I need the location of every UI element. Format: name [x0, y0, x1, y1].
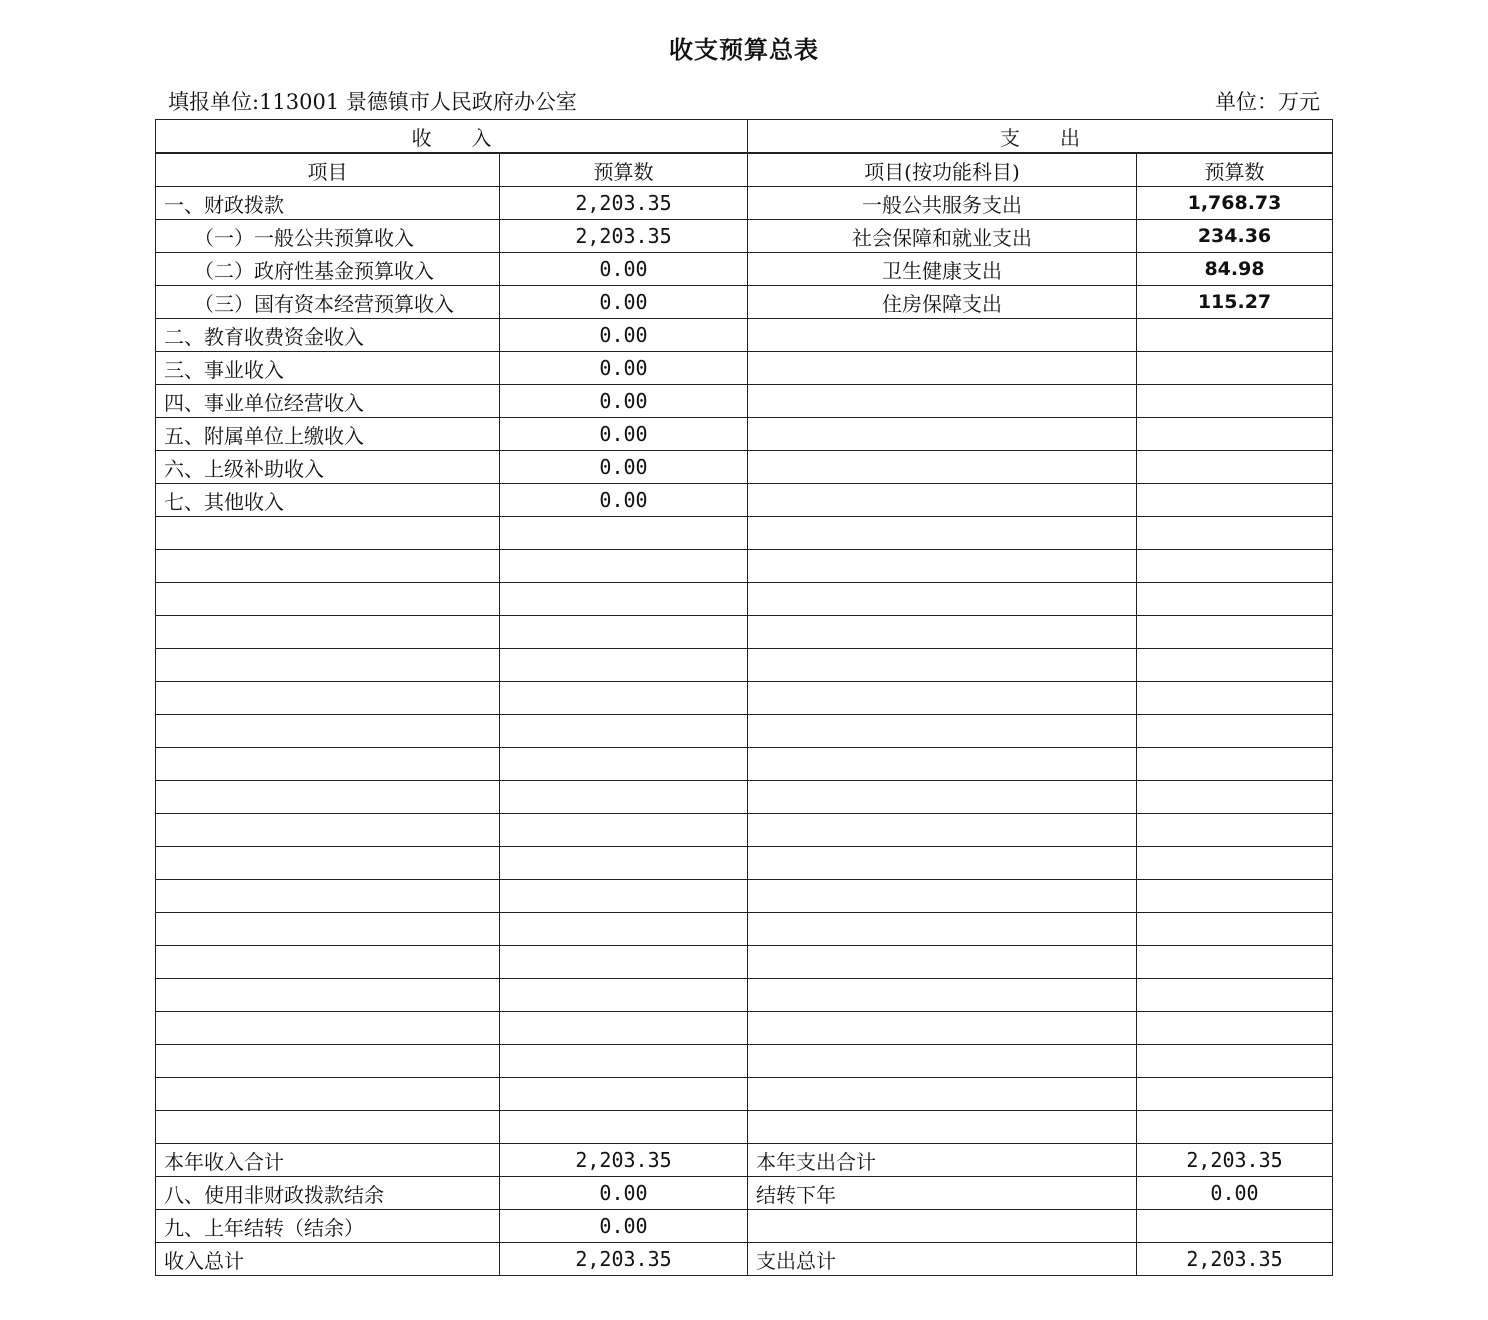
empty-cell — [1137, 1012, 1333, 1045]
income-amount-cell: 0.00 — [500, 484, 748, 517]
table-row — [156, 253, 1333, 286]
empty-cell — [500, 715, 748, 748]
empty-cell — [500, 913, 748, 946]
empty-row — [156, 517, 1333, 550]
expense-amount-cell — [1137, 418, 1333, 451]
empty-row — [156, 748, 1333, 781]
total-expense-amount-cell: 0.00 — [1137, 1177, 1333, 1210]
empty-cell — [156, 814, 500, 847]
empty-cell — [748, 781, 1137, 814]
empty-row — [156, 1045, 1333, 1078]
table-row — [156, 484, 1333, 517]
empty-cell — [156, 1078, 500, 1111]
empty-cell — [156, 550, 500, 583]
income-section-header: 收 入 — [156, 120, 748, 154]
total-income-amount-cell: 2,203.35 — [500, 1144, 748, 1177]
income-item-cell: 五、附属单位上缴收入 — [156, 418, 500, 451]
empty-cell — [500, 781, 748, 814]
table-row — [156, 352, 1333, 385]
table-row — [156, 319, 1333, 352]
empty-cell — [1137, 748, 1333, 781]
empty-row — [156, 649, 1333, 682]
income-item-cell: （一）一般公共预算收入 — [156, 220, 500, 253]
total-expense-item-cell: 结转下年 — [748, 1177, 1137, 1210]
table-row — [156, 385, 1333, 418]
expense-amount-cell — [1137, 385, 1333, 418]
expense-item-cell — [748, 385, 1137, 418]
total-income-item-cell: 八、使用非财政拨款结余 — [156, 1177, 500, 1210]
income-item-cell: 七、其他收入 — [156, 484, 500, 517]
expense-item-cell: 社会保障和就业支出 — [748, 220, 1137, 253]
empty-cell — [1137, 946, 1333, 979]
empty-cell — [748, 616, 1137, 649]
empty-cell — [156, 979, 500, 1012]
income-item-cell: （三）国有资本经营预算收入 — [156, 286, 500, 319]
empty-row — [156, 847, 1333, 880]
empty-cell — [500, 946, 748, 979]
currency-unit: 单位：万元 — [1215, 90, 1320, 114]
reporting-unit: 填报单位:113001 景德镇市人民政府办公室 — [168, 90, 577, 114]
total-expense-item-cell: 本年支出合计 — [748, 1144, 1137, 1177]
total-income-amount-cell: 0.00 — [500, 1210, 748, 1243]
expense-amount-header: 预算数 — [1137, 153, 1333, 187]
total-income-item-cell: 本年收入合计 — [156, 1144, 500, 1177]
total-expense-item-cell — [748, 1210, 1137, 1243]
empty-cell — [1137, 715, 1333, 748]
empty-cell — [748, 913, 1137, 946]
income-amount-cell: 0.00 — [500, 352, 748, 385]
expense-section-header: 支 出 — [748, 120, 1333, 154]
empty-cell — [500, 1045, 748, 1078]
empty-cell — [748, 946, 1137, 979]
income-item-cell: 一、财政拨款 — [156, 187, 500, 220]
expense-item-cell — [748, 418, 1137, 451]
expense-item-cell — [748, 319, 1137, 352]
expense-amount-cell: 1,768.73 — [1137, 187, 1333, 220]
empty-cell — [748, 1012, 1137, 1045]
empty-cell — [156, 880, 500, 913]
empty-cell — [748, 814, 1137, 847]
empty-cell — [1137, 814, 1333, 847]
table-row — [156, 220, 1333, 253]
empty-cell — [1137, 880, 1333, 913]
total-income-amount-cell: 2,203.35 — [500, 1243, 748, 1276]
empty-cell — [156, 517, 500, 550]
empty-cell — [156, 715, 500, 748]
budget-table — [155, 119, 1333, 1276]
empty-cell — [500, 1012, 748, 1045]
empty-cell — [500, 550, 748, 583]
empty-cell — [748, 748, 1137, 781]
table-row — [156, 187, 1333, 220]
total-expense-item-cell: 支出总计 — [748, 1243, 1137, 1276]
income-amount-cell: 0.00 — [500, 253, 748, 286]
expense-amount-cell: 234.36 — [1137, 220, 1333, 253]
expense-amount-cell: 84.98 — [1137, 253, 1333, 286]
empty-row — [156, 682, 1333, 715]
empty-row — [156, 979, 1333, 1012]
table-row — [156, 286, 1333, 319]
expense-amount-cell: 115.27 — [1137, 286, 1333, 319]
empty-cell — [1137, 1078, 1333, 1111]
empty-cell — [156, 616, 500, 649]
expense-item-cell: 住房保障支出 — [748, 286, 1137, 319]
income-amount-cell: 0.00 — [500, 286, 748, 319]
empty-cell — [1137, 847, 1333, 880]
income-amount-cell: 0.00 — [500, 385, 748, 418]
empty-cell — [500, 682, 748, 715]
empty-cell — [156, 1111, 500, 1144]
empty-cell — [748, 1045, 1137, 1078]
expense-item-header: 项目(按功能科目) — [748, 153, 1137, 187]
empty-cell — [1137, 781, 1333, 814]
income-item-cell: 六、上级补助收入 — [156, 451, 500, 484]
empty-cell — [1137, 913, 1333, 946]
empty-cell — [1137, 682, 1333, 715]
expense-item-cell: 卫生健康支出 — [748, 253, 1137, 286]
empty-cell — [748, 649, 1137, 682]
income-item-cell: 二、教育收费资金收入 — [156, 319, 500, 352]
empty-cell — [1137, 616, 1333, 649]
empty-row — [156, 550, 1333, 583]
expense-amount-cell — [1137, 319, 1333, 352]
income-amount-cell: 2,203.35 — [500, 187, 748, 220]
empty-cell — [500, 880, 748, 913]
empty-cell — [748, 715, 1137, 748]
empty-cell — [500, 847, 748, 880]
empty-row — [156, 1111, 1333, 1144]
expense-amount-cell — [1137, 484, 1333, 517]
total-expense-amount-cell — [1137, 1210, 1333, 1243]
header-row-columns — [156, 153, 1333, 187]
empty-row — [156, 616, 1333, 649]
empty-cell — [500, 616, 748, 649]
empty-cell — [500, 1078, 748, 1111]
page-title: 收支预算总表 — [669, 36, 819, 64]
empty-cell — [1137, 1045, 1333, 1078]
empty-cell — [500, 583, 748, 616]
total-expense-amount-cell: 2,203.35 — [1137, 1243, 1333, 1276]
empty-cell — [1137, 517, 1333, 550]
empty-cell — [500, 748, 748, 781]
empty-cell — [156, 649, 500, 682]
income-item-cell: （二）政府性基金预算收入 — [156, 253, 500, 286]
income-amount-header: 预算数 — [500, 153, 748, 187]
table-row — [156, 418, 1333, 451]
empty-cell — [748, 517, 1137, 550]
empty-cell — [156, 913, 500, 946]
empty-cell — [156, 583, 500, 616]
empty-cell — [156, 682, 500, 715]
income-item-cell: 四、事业单位经营收入 — [156, 385, 500, 418]
expense-item-cell — [748, 451, 1137, 484]
empty-cell — [156, 781, 500, 814]
empty-cell — [1137, 1111, 1333, 1144]
empty-cell — [156, 1045, 500, 1078]
empty-row — [156, 1078, 1333, 1111]
income-amount-cell: 0.00 — [500, 418, 748, 451]
empty-cell — [748, 1111, 1137, 1144]
totals-row — [156, 1177, 1333, 1210]
income-amount-cell: 0.00 — [500, 319, 748, 352]
header-row-section — [156, 120, 1333, 154]
expense-item-cell — [748, 484, 1137, 517]
income-item-header: 项目 — [156, 153, 500, 187]
table-row — [156, 451, 1333, 484]
empty-cell — [1137, 979, 1333, 1012]
empty-cell — [156, 946, 500, 979]
empty-row — [156, 715, 1333, 748]
empty-cell — [156, 748, 500, 781]
expense-amount-cell — [1137, 451, 1333, 484]
empty-cell — [1137, 583, 1333, 616]
empty-cell — [748, 583, 1137, 616]
budget-table-body — [156, 120, 1333, 1276]
income-amount-cell: 0.00 — [500, 451, 748, 484]
expense-item-cell: 一般公共服务支出 — [748, 187, 1137, 220]
total-income-item-cell: 九、上年结转（结余） — [156, 1210, 500, 1243]
total-income-amount-cell: 0.00 — [500, 1177, 748, 1210]
empty-row — [156, 1012, 1333, 1045]
empty-cell — [1137, 649, 1333, 682]
expense-amount-cell — [1137, 352, 1333, 385]
empty-cell — [500, 814, 748, 847]
empty-row — [156, 946, 1333, 979]
empty-cell — [748, 1078, 1137, 1111]
empty-cell — [1137, 550, 1333, 583]
empty-row — [156, 913, 1333, 946]
total-income-item-cell: 收入总计 — [156, 1243, 500, 1276]
empty-cell — [748, 979, 1137, 1012]
totals-row — [156, 1243, 1333, 1276]
empty-cell — [748, 880, 1137, 913]
empty-cell — [748, 847, 1137, 880]
empty-cell — [500, 649, 748, 682]
empty-cell — [500, 517, 748, 550]
empty-cell — [748, 550, 1137, 583]
empty-row — [156, 880, 1333, 913]
totals-row — [156, 1144, 1333, 1177]
income-item-cell: 三、事业收入 — [156, 352, 500, 385]
empty-cell — [156, 847, 500, 880]
empty-row — [156, 814, 1333, 847]
total-expense-amount-cell: 2,203.35 — [1137, 1144, 1333, 1177]
empty-cell — [748, 682, 1137, 715]
empty-cell — [500, 1111, 748, 1144]
totals-row — [156, 1210, 1333, 1243]
empty-row — [156, 583, 1333, 616]
empty-cell — [500, 979, 748, 1012]
empty-cell — [156, 1012, 500, 1045]
expense-item-cell — [748, 352, 1137, 385]
empty-row — [156, 781, 1333, 814]
income-amount-cell: 2,203.35 — [500, 220, 748, 253]
